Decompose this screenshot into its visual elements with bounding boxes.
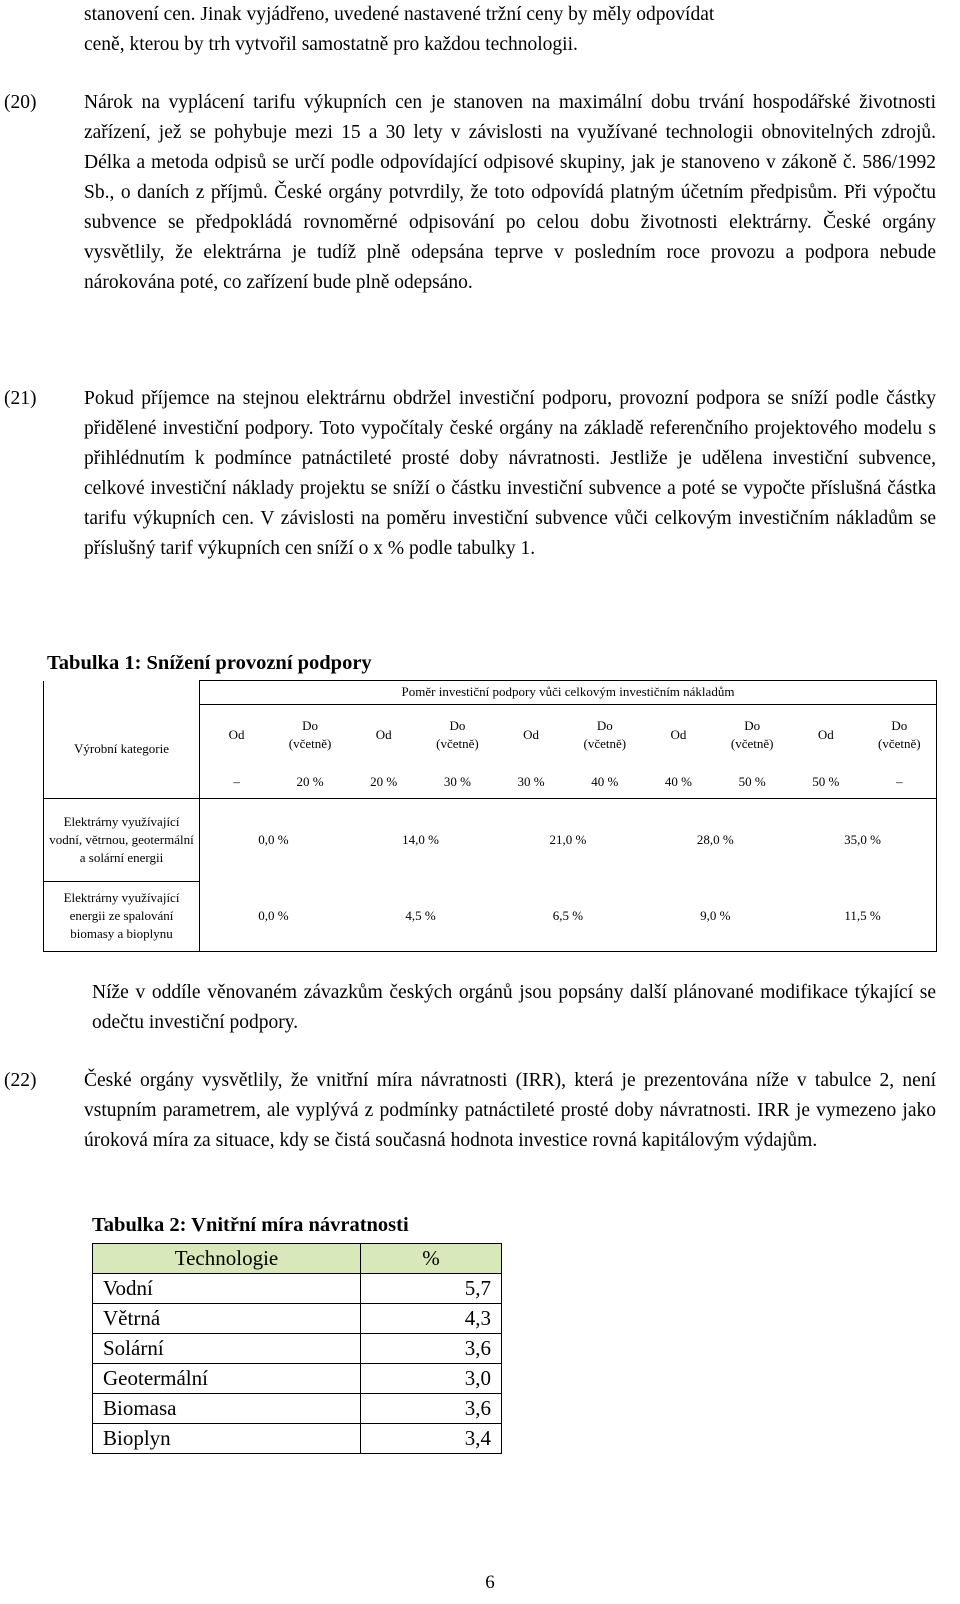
table2-tech: Geotermální xyxy=(93,1364,361,1394)
table2-caption: Tabulka 2: Vnitřní míra návratnosti xyxy=(92,1214,409,1236)
range-cell: 30 % xyxy=(494,765,568,799)
table1-caption: Tabulka 1: Snížení provozní podpory xyxy=(47,652,372,674)
value-cell: 21,0 % xyxy=(494,799,641,881)
do-label: Do (včetně) xyxy=(730,717,774,751)
paragraph-number-20: (20) xyxy=(4,92,37,113)
group-header: Poměr investiční podpory vůči celkovým investičním nákladům xyxy=(200,681,937,705)
value-cell: 4,5 % xyxy=(347,881,494,951)
od-label: Od xyxy=(228,726,245,742)
range-cell: 40 % xyxy=(568,765,642,799)
value-cell: 28,0 % xyxy=(642,799,789,881)
od-label: Od xyxy=(375,726,392,742)
table2-header-percent: % xyxy=(361,1244,502,1274)
note-after-table1: Níže v oddíle věnovaném závazkům českých orgánů jsou popsány další plánované modifikace týkající se odečtu investiční podpory. xyxy=(92,982,936,1033)
paragraph-22: České orgány vysvětlily, že vnitřní míra návratnosti (IRR), která je prezentována níže v tabulce 2, není vstupním parametrem, ale vyplývá z podmínky patnáctileté prosté doby návratnosti. IRR je vymezeno jako úroková míra za situace, kdy se čistá současná hodnota investice rovná kapitálovým výdajům. xyxy=(84,1070,936,1151)
value-cell: 0,0 % xyxy=(200,881,347,951)
table2-tech: Biomasa xyxy=(93,1394,361,1424)
category-cell: Elektrárny využívající vodní, větrnou, geotermální a solární energii xyxy=(44,799,200,881)
table2-tech: Vodní xyxy=(93,1274,361,1304)
value-cell: 35,0 % xyxy=(789,799,937,881)
table2-tech: Bioplyn xyxy=(93,1424,361,1454)
page-number: 6 xyxy=(485,1572,495,1593)
table2-value: 3,0 xyxy=(361,1364,502,1394)
table2-value: 5,7 xyxy=(361,1274,502,1304)
table2-value: 4,3 xyxy=(361,1304,502,1334)
value-cell: 6,5 % xyxy=(494,881,641,951)
range-cell: – xyxy=(863,765,937,799)
table2-value: 3,4 xyxy=(361,1424,502,1454)
do-label: Do (včetně) xyxy=(288,717,332,751)
value-cell: 11,5 % xyxy=(789,881,937,951)
table1 xyxy=(43,680,937,952)
table2-tech: Solární xyxy=(93,1334,361,1364)
paragraph-21: Pokud příjemce na stejnou elektrárnu obdržel investiční podporu, provozní podpora se sníží podle částky přidělené investiční podpory. Toto vypočítaly české orgány na základě referenčního projektového modelu s přihlédnutím k podmínce patnáctileté prosté doby návratnosti. Jestliže je udělena investiční subvence, celkové investiční náklady projektu se sníží o částku investiční subvence a poté se vypočte příslušná částka tarifu výkupních cen. V závislosti na poměru investiční subvence vůči celkovým investičním nákladům se příslušný tarif výkupních cen sníží o x % podle tabulky 1. xyxy=(84,388,936,559)
range-cell: 20 % xyxy=(347,765,421,799)
table2 xyxy=(92,1243,502,1454)
od-label: Od xyxy=(523,726,540,742)
category-cell: Elektrárny využívající energii ze spalování biomasy a bioplynu xyxy=(44,881,200,951)
range-cell: – xyxy=(200,765,274,799)
continuation-line-2: ceně, kterou by trh vytvořil samostatně pro každou technologii. xyxy=(84,34,578,55)
do-label: Do (včetně) xyxy=(436,717,479,751)
range-cell: 50 % xyxy=(715,765,789,799)
od-label: Od xyxy=(670,726,687,742)
paragraph-number-21: (21) xyxy=(4,388,37,409)
table2-value: 3,6 xyxy=(361,1334,502,1364)
table2-tech: Větrná xyxy=(93,1304,361,1334)
range-cell: 30 % xyxy=(421,765,495,799)
table2-value: 3,6 xyxy=(361,1394,502,1424)
value-cell: 9,0 % xyxy=(642,881,789,951)
continuation-line-1: stanovení cen. Jinak vyjádřeno, uvedené nastavené tržní ceny by měly odpovídat xyxy=(84,4,715,25)
value-cell: 0,0 % xyxy=(200,799,347,881)
paragraph-20: Nárok na vyplácení tarifu výkupních cen je stanoven na maximální dobu trvání hospodářské životnosti zařízení, jež se pohybuje mezi 15 a 30 lety v závislosti na využívané technologii obnovitelných zdrojů. Délka a metoda odpisů se určí podle odpovídající odpisové skupiny, jak je stanoveno v zákoně č. 586/1992 Sb., o daních z příjmů. České orgány potvrdily, že toto odpovídá platným účetním předpisům. Při výpočtu subvence se předpokládá rovnoměrné odpisování po celou dobu životnosti elektrárny. České orgány vysvětlily, že elektrárna je tudíž plně odepsána teprve v posledním roce provozu a podpora nebude nárokována poté, co zařízení bude plně odepsáno. xyxy=(84,92,936,293)
paragraph-number-22: (22) xyxy=(4,1070,37,1091)
do-label: Do (včetně) xyxy=(583,717,627,751)
range-cell: 20 % xyxy=(273,765,347,799)
range-cell: 50 % xyxy=(789,765,863,799)
table2-header-technology: Technologie xyxy=(93,1244,361,1274)
value-cell: 14,0 % xyxy=(347,799,494,881)
do-label: Do (včetně) xyxy=(863,705,937,765)
range-cell: 40 % xyxy=(642,765,716,799)
od-label: Od xyxy=(817,726,834,742)
category-header: Výrobní kategorie xyxy=(44,681,200,799)
